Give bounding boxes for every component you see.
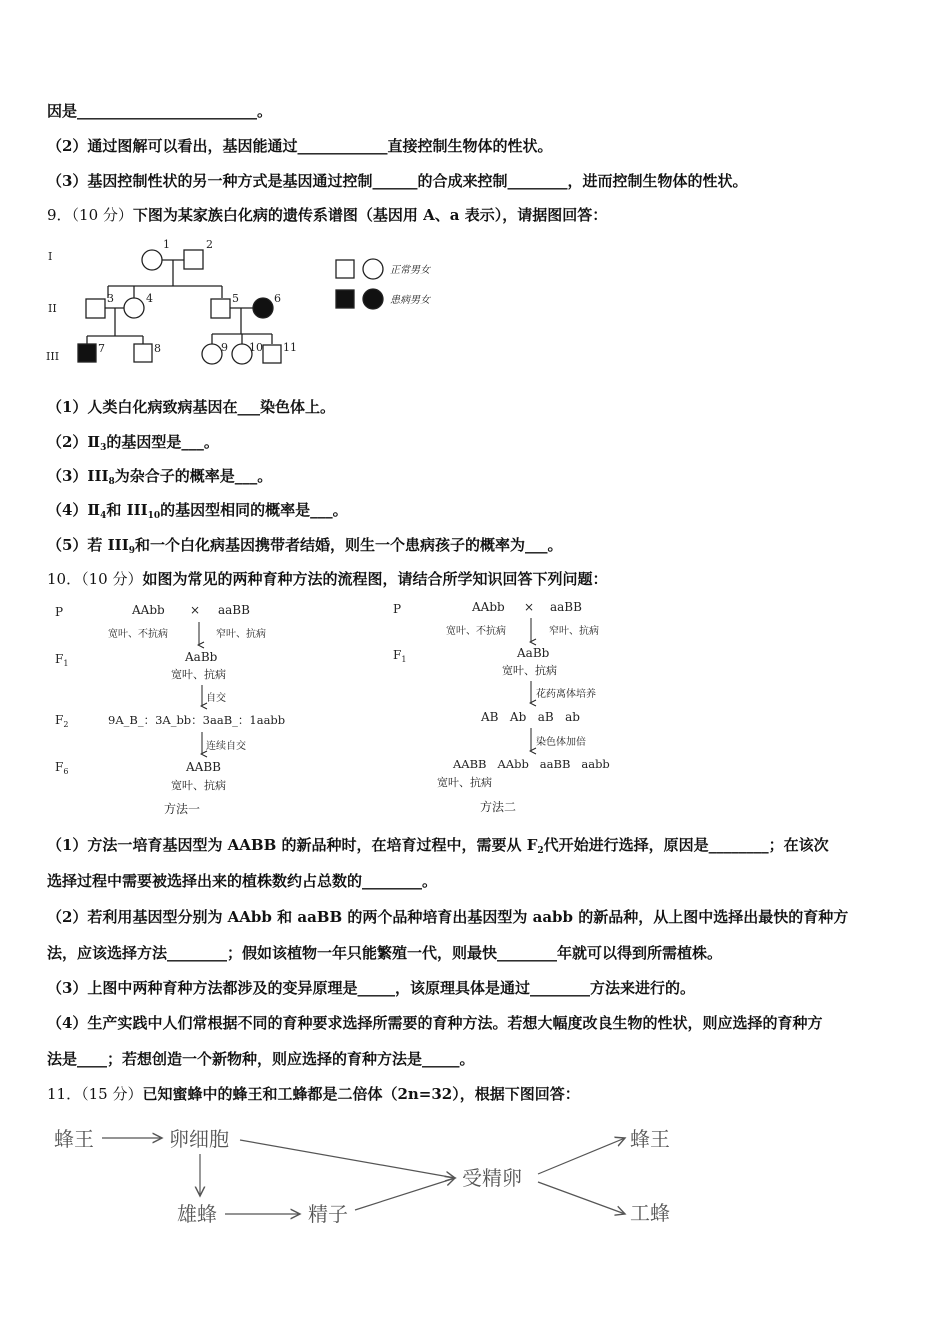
m1-label-f6-sub: 6 <box>63 767 69 776</box>
m1-label-p: P <box>55 605 64 619</box>
m1-f1: AaBb <box>185 650 218 664</box>
q9-part5-sub: 9 <box>128 546 135 556</box>
label-1: 1 <box>163 238 170 251</box>
bee-drone: 雄蜂 <box>177 1202 217 1226</box>
m2-trait1: 宽叶、不抗病 <box>446 626 506 637</box>
m2-step-doubling: 染色体加倍 <box>536 737 586 748</box>
m1-label-f2-sub: 2 <box>63 720 69 729</box>
q11-number: 11． <box>47 1085 82 1103</box>
label-3: 3 <box>107 292 114 305</box>
q10-part1-line1 <box>47 835 829 861</box>
q8-part3: （3）基因控制性状的另一种方式是基因通过控制______的合成来控制________，进而控制生物体的性状。 <box>47 172 748 190</box>
svg-text:F2 <box>55 713 68 729</box>
m2-label-f1: F <box>393 648 402 662</box>
gen-label-1: I <box>48 250 53 263</box>
q9-score: （10 分） <box>71 206 133 224</box>
q9-part5-c: 和一个白化病基因携带者结婚，则生一个患病孩子的概率为___。 <box>134 536 563 554</box>
m1-step-continuous-selfing: 连续自交 <box>206 741 246 752</box>
pedigree-individual-8 <box>134 344 152 362</box>
m2-parent1: AAbb <box>472 600 505 614</box>
q9-part4-sub2: 10 <box>147 511 161 521</box>
q11-heading <box>47 1084 580 1104</box>
q10-part2-line1: （2）若利用基因型分别为 AAbb 和 aaBB 的两个品种培育出基因型为 aabb 的新品种，从上图中选择出最快的育种方 <box>47 908 849 926</box>
svg-text:F1 <box>393 648 406 664</box>
gen-label-3: III <box>46 350 60 363</box>
q9-part4 <box>47 500 348 526</box>
svg-text:F6 <box>55 760 68 776</box>
bee-reproduction-diagram <box>40 1110 700 1240</box>
q11-stem: 已知蜜蜂中的蜂王和工蜂都是二倍体（2n=32），根据下图回答： <box>142 1085 580 1103</box>
pedigree-individual-11 <box>263 345 281 363</box>
breeding-flowchart <box>40 596 660 826</box>
q9-part4-a: （4）Ⅱ <box>47 501 101 519</box>
m1-label-f1-sub: 1 <box>63 659 69 668</box>
pedigree-individual-6 <box>253 298 273 318</box>
q10-stem: 如图为常见的两种育种方法的流程图，请结合所学知识回答下列问题： <box>142 570 608 588</box>
m1-parent1: AAbb <box>132 603 165 617</box>
q9-part4-sub1: 4 <box>100 511 107 521</box>
m2-label-f1-sub: 1 <box>401 655 407 664</box>
q10-number: 10． <box>47 570 82 588</box>
m1-title: 方法一 <box>164 802 201 816</box>
q10-part3: （3）上图中两种育种方法都涉及的变异原理是_____，该原理具体是通过________方法来进行的。 <box>47 979 695 997</box>
m1-parent2: aaBB <box>218 603 250 617</box>
label-9: 9 <box>221 341 228 354</box>
label-11: 11 <box>283 341 297 354</box>
label-2: 2 <box>206 238 213 251</box>
q10-part1-c: 代开始进行选择，原因是________；在该次 <box>543 836 829 854</box>
q9-part3 <box>47 466 272 492</box>
q9-part4-c: 和 III <box>106 501 148 519</box>
q9-number: 9． <box>47 206 72 224</box>
m1-label-f1: F <box>55 652 64 666</box>
m2-parent2: aaBB <box>550 600 582 614</box>
m2-result-trait: 宽叶、抗病 <box>437 776 492 789</box>
legend-affected-text: 患病男女 <box>390 295 430 306</box>
legend-affected-male <box>336 290 354 308</box>
m1-step-selfing: 自交 <box>206 693 226 704</box>
label-8: 8 <box>154 342 161 355</box>
answer-line-1: 因是________________________。 <box>47 102 273 120</box>
m1-trait2: 窄叶、抗病 <box>216 629 266 640</box>
m2-result: AABB AAbb aaBB aabb <box>453 757 610 771</box>
legend-normal-text: 正常男女 <box>390 265 430 276</box>
q10-part1-a: （1）方法一培育基因型为 AABB 的新品种时，在培育过程中，需要从 F <box>47 836 538 854</box>
m1-f6: AABB <box>186 760 221 774</box>
pedigree-individual-3 <box>86 299 105 318</box>
legend-affected-female <box>363 289 383 309</box>
m2-gametes: AB Ab aB ab <box>481 710 580 724</box>
q10-heading <box>47 569 607 589</box>
q10-part1-line2: 选择过程中需要被选择出来的植株数约占总数的________。 <box>47 872 438 890</box>
m1-f1-trait: 宽叶、抗病 <box>171 668 226 681</box>
m1-trait1: 宽叶、不抗病 <box>108 629 168 640</box>
q8-part2: （2）通过图解可以看出，基因能通过____________直接控制生物体的性状。 <box>47 137 553 155</box>
q9-part3-sub: 8 <box>108 477 115 487</box>
q9-part3-a: （3）III <box>47 467 109 485</box>
bee-worker: 工蜂 <box>630 1201 670 1225</box>
m1-f6-trait: 宽叶、抗病 <box>171 779 226 792</box>
q10-part4-line2: 法是____；若想创造一个新物种，则应选择的育种方法是_____。 <box>47 1050 475 1068</box>
q10-part4-line1: （4）生产实践中人们常根据不同的育种要求选择所需要的育种方法。若想大幅度改良生物的性状，则应选择的育种方 <box>47 1014 823 1032</box>
m1-f2: 9A_B_：3A_bb：3aaB_：1aabb <box>108 713 286 727</box>
label-10: 10 <box>249 341 263 354</box>
q9-part1: （1）人类白化病致病基因在___染色体上。 <box>47 398 335 416</box>
m1-label-f2: F <box>55 713 64 727</box>
q9-part2-a: （2）Ⅱ <box>47 433 101 451</box>
q10-part1-sub: 2 <box>537 846 544 856</box>
bee-sperm: 精子 <box>308 1202 348 1226</box>
pedigree-individual-9 <box>202 344 222 364</box>
pedigree-individual-5 <box>211 299 230 318</box>
bee-zygote: 受精卵 <box>462 1166 522 1190</box>
q9-heading <box>47 205 607 225</box>
q10-part2-line2: 法，应该选择方法________；假如该植物一年只能繁殖一代，则最快________年就可以得到所需植株。 <box>47 944 723 962</box>
legend-normal-male <box>336 260 354 278</box>
q9-part5 <box>47 535 563 561</box>
label-7: 7 <box>98 342 105 355</box>
legend-normal-female <box>363 259 383 279</box>
pedigree-chart <box>40 236 460 376</box>
q9-part5-a: （5）若 III <box>47 536 129 554</box>
gen-label-2: II <box>48 302 57 315</box>
q10-score: （10 分） <box>81 570 143 588</box>
q9-stem: 下图为某家族白化病的遗传系谱图（基因用 A、a 表示），请据图回答： <box>132 206 608 224</box>
svg-text:F1 <box>55 652 68 668</box>
m2-cross: × <box>524 600 535 614</box>
m2-trait2: 窄叶、抗病 <box>549 626 599 637</box>
m1-label-f6: F <box>55 760 64 774</box>
pedigree-individual-7 <box>78 344 96 362</box>
m2-f1: AaBb <box>517 646 550 660</box>
m1-cross: × <box>190 603 201 617</box>
q9-part2 <box>47 432 219 458</box>
pedigree-individual-1 <box>142 250 162 270</box>
q9-part2-c: 的基因型是___。 <box>106 433 219 451</box>
bee-queen: 蜂王 <box>54 1127 94 1151</box>
q11-score: （15 分） <box>81 1085 143 1103</box>
q9-part2-sub: 3 <box>100 443 107 453</box>
pedigree-individual-4 <box>124 298 144 318</box>
q9-part3-c: 为杂合子的概率是___。 <box>114 467 273 485</box>
label-5: 5 <box>232 292 239 305</box>
bee-egg-cell: 卵细胞 <box>169 1127 229 1151</box>
pedigree-individual-2 <box>184 250 203 269</box>
m2-step-anther-culture: 花药离体培养 <box>536 689 596 700</box>
m2-f1-trait: 宽叶、抗病 <box>502 664 557 677</box>
m2-title: 方法二 <box>480 800 517 814</box>
q9-part4-e: 的基因型相同的概率是___。 <box>160 501 348 519</box>
m2-label-p: P <box>393 602 402 616</box>
label-4: 4 <box>146 292 153 305</box>
label-6: 6 <box>274 292 281 305</box>
bee-queen-offspring: 蜂王 <box>630 1127 670 1151</box>
